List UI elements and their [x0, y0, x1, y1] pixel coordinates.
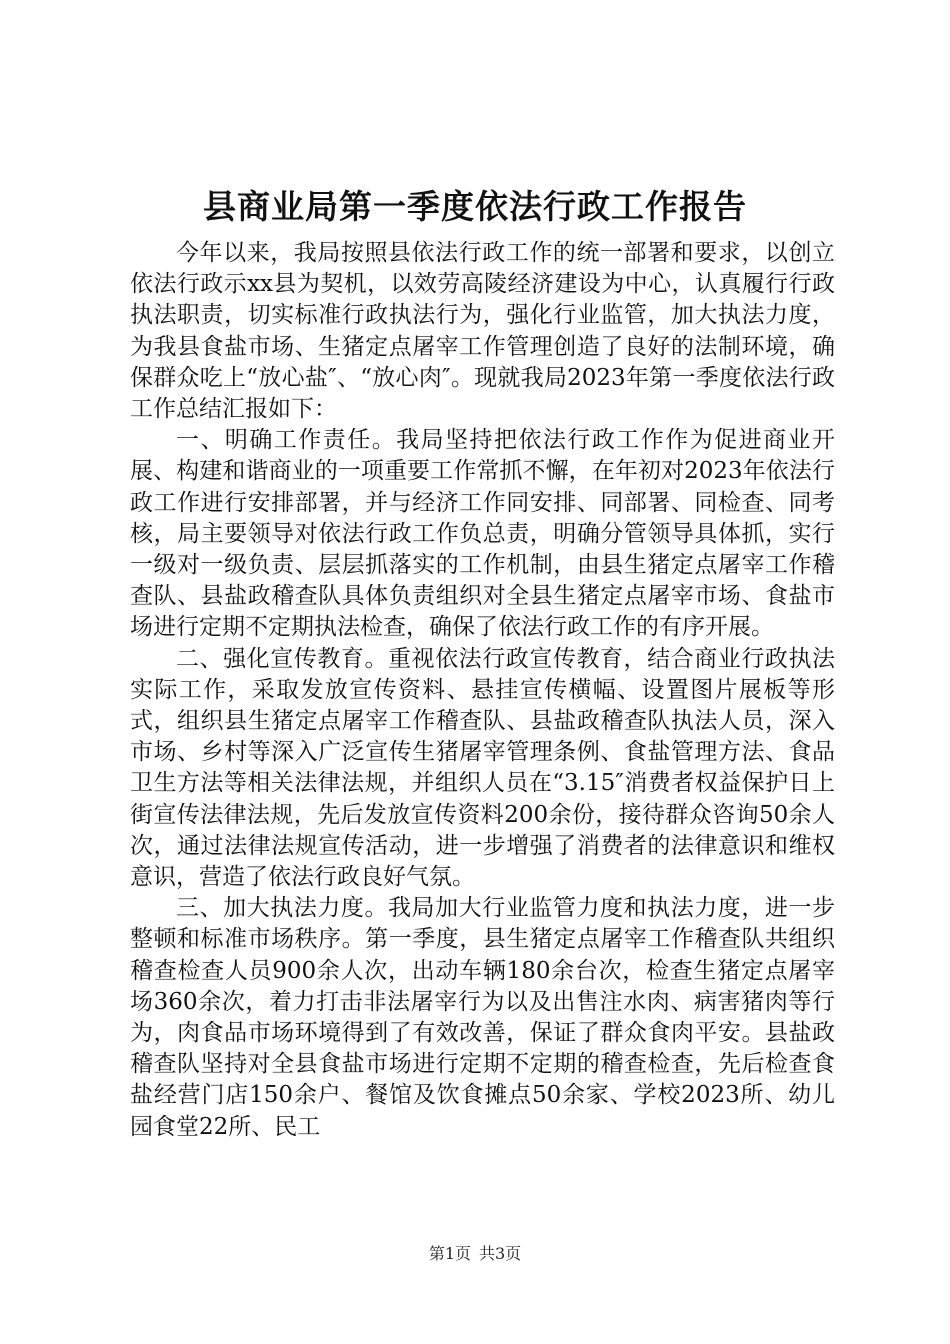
section-2-paragraph: 二、强化宣传教育。重视依法行政宣传教育，结合商业行政执法实际工作，采取发放宣传资料、悬挂宣传横幅、设置图片展板等形式，组织县生猪定点屠宰工作稽查队、县盐政稽查队执法人员，深入市场、乡村等深入广泛宣传生猪屠宰管理条例、食盐管理方法、食品卫生方法等相关法律法规，并组织人员在“3.15″消费者权益保护日上街宣传法律法规，先后发放宣传资料200余份，接待群众咨询50余人次，通过法律法规宣传活动，进一步增强了消费者的法律意识和维权意识，营造了依法行政良好气氛。: [130, 645, 835, 891]
section-1-paragraph: 一、明确工作责任。我局坚持把依法行政工作作为促进商业开展、构建和谐商业的一项重要工作常抓不懈，在年初对2023年依法行政工作进行安排部署，并与经济工作同安排、同部署、同检查、同考核，局主要领导对依法行政工作负总责，明确分管领导具体抓，实行一级对一级负责、层层抓落实的工作机制，由县生猪定点屠宰工作稽查队、县盐政稽查队具体负责组织对全县生猪定点屠宰市场、食盐市场进行定期不定期执法检查，确保了依法行政工作的有序开展。: [130, 427, 835, 641]
page-number: 第1页: [428, 1244, 471, 1263]
document-title: 县商业局第一季度依法行政工作报告: [203, 187, 747, 226]
section-3-paragraph: 三、加大执法力度。我局加大行业监管力度和执法力度，进一步整顿和标准市场秩序。第一季度，县生猪定点屠宰工作稽查队共组织稽查检查人员900余人次，出动车辆180余台次，检查生猪定点屠宰场360余次，着力打击非法屠宰行为以及出售注水肉、病害猪肉等行为，肉食品市场环境得到了有效改善，保证了群众食肉平安。县盐政稽查队坚持对全县食盐市场进行定期不定期的稽查检查，先后检查食盐经营门店150余户、餐馆及饮食摊点50余家、学校2023所、幼儿园食堂22所、民工: [130, 895, 835, 1140]
page-footer: [0, 1243, 950, 1265]
intro-paragraph: 今年以来，我局按照县依法行政工作的统一部署和要求，以创立依法行政示xx县为契机，以效劳高陵经济建设为中心，认真履行行政执法职责，切实标准行政执法行为，强化行业监管，加大执法力度，为我县食盐市场、生猪定点屠宰工作管理创造了良好的法制环境，确保群众吃上“放心盐″、“放心肉″。现就我局2023年第一季度依法行政工作总结汇报如下：: [130, 240, 835, 423]
page-total: 共3页: [479, 1244, 522, 1263]
document-body: [130, 238, 835, 1143]
